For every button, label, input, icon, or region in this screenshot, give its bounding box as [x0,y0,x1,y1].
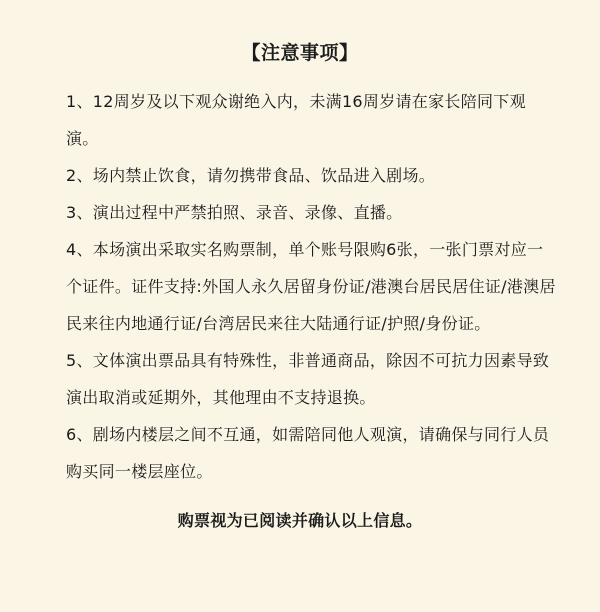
notice-item-6: 6、剧场内楼层之间不互通，如需陪同他人观演，请确保与同行人员购买同一楼层座位。 [66,425,550,481]
notice-item-4: 4、本场演出采取实名购票制，单个账号限购6张，一张门票对应一个证件。证件支持:外国人永久居留身份证/港澳台居民居住证/港澳居民来往内地通行证/台湾居民来往大陆通行证/护照/身份证。 [66,240,556,333]
notice-item-1: 1、12周岁及以下观众谢绝入内，未满16周岁请在家长陪同下观演。 [66,92,526,148]
notice-item-2: 2、场内禁止饮食，请勿携带食品、饮品进入剧场。 [66,166,436,185]
notice-title: 【注意事项】 [241,42,359,64]
notice-item-5: 5、文体演出票品具有特殊性，非普通商品，除因不可抗力因素导致演出取消或延期外，其他理由不支持退换。 [66,351,550,407]
notice-list [66,83,558,490]
notice-item-3: 3、演出过程中严禁拍照、录音、录像、直播。 [66,203,403,222]
notice-footer: 购票视为已阅读并确认以上信息。 [177,511,423,530]
